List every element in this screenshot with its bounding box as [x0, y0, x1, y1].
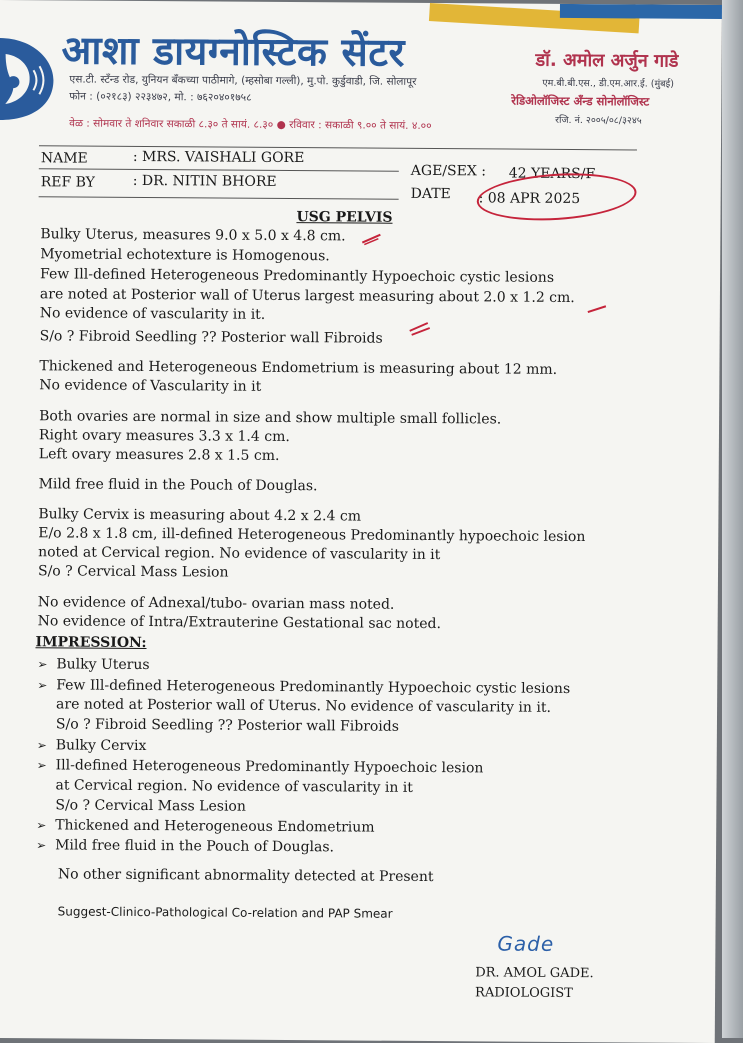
- doctor-qualification: एम.बी.बी.एस., डी.एम.आर.ई. (मुंबई): [542, 77, 674, 90]
- finding-line: No evidence of Intra/Extrauterine Gestational sac noted.: [37, 613, 442, 633]
- header-divider-top: [39, 145, 637, 150]
- patient-name-value: : MRS. VAISHALI GORE: [132, 148, 305, 167]
- impression-line: Mild free fluid in the Pouch of Douglas.: [55, 837, 335, 856]
- bullet-arrow-icon: ➢: [36, 738, 47, 753]
- impression-line: S/o ? Fibroid Seedling ?? Posterior wall Fibroids: [55, 716, 400, 735]
- report-title: USG PELVIS: [296, 209, 393, 226]
- clinic-name: आशा डायग्नोस्टिक सेंटर: [61, 28, 406, 76]
- finding-line: Myometrial echotexture is Homogenous.: [40, 246, 330, 265]
- radiologist-name: DR. AMOL GADE.: [475, 965, 594, 982]
- impression-line: Ill-defined Heterogeneous Predominantly Hypoechoic lesion: [55, 757, 484, 777]
- bullet-arrow-icon: ➢: [36, 818, 47, 833]
- finding-line: are noted at Posterior wall of Uterus largest measuring about 2.0 x 1.2 cm.: [39, 286, 575, 307]
- date-label: DATE: [410, 185, 451, 203]
- bullet-arrow-icon: ➢: [37, 678, 48, 693]
- radiologist-title: RADIOLOGIST: [475, 985, 573, 1002]
- finding-line: Right ovary measures 3.3 x 1.4 cm.: [38, 427, 290, 446]
- age-sex-label: AGE/SEX :: [410, 162, 487, 180]
- ref-by-value: : DR. NITIN BHORE: [132, 172, 277, 190]
- impression-line: Few Ill-defined Heterogeneous Predominantly Hypoechoic cystic lesions: [56, 677, 571, 697]
- finding-line: No evidence of vascularity in it.: [39, 305, 266, 323]
- date-pen-circle: [475, 169, 638, 225]
- pen-tick-mark: [408, 321, 432, 337]
- clinic-logo-icon: [0, 30, 56, 122]
- letterhead-accent-blue: [560, 4, 722, 19]
- pen-tick-mark: [360, 231, 382, 247]
- header-divider-bottom: [39, 196, 399, 200]
- finding-line: Bulky Cervix is measuring about 4.2 x 2.4 cm: [38, 506, 362, 525]
- finding-line: Bulky Uterus, measures 9.0 x 5.0 x 4.8 cm.: [40, 226, 346, 245]
- suggestion-text: Suggest-Clinico-Pathological Co-relation and PAP Smear: [57, 904, 393, 921]
- finding-line: S/o ? Cervical Mass Lesion: [37, 563, 229, 581]
- finding-line: S/o ? Fibroid Seedling ?? Posterior wall Fibroids: [39, 328, 383, 347]
- impression-line: S/o ? Cervical Mass Lesion: [55, 797, 246, 815]
- clinic-phone: फोन : (०२१८३) २२३४७२, मो. : ७६२०४०१७५८: [69, 90, 252, 104]
- finding-line: Few Ill-defined Heterogeneous Predominantly Hypoechoic cystic lesions: [40, 266, 555, 286]
- impression-line: Bulky Cervix: [55, 737, 147, 755]
- impression-line: Bulky Uterus: [56, 656, 150, 674]
- impression-heading: IMPRESSION:: [35, 634, 147, 652]
- finding-line: E/o 2.8 x 1.8 cm, ill-defined Heterogeneous Predominantly hypoechoic lesion: [38, 525, 586, 546]
- finding-line: No evidence of Vascularity in it: [39, 377, 262, 395]
- finding-line: Left ovary measures 2.8 x 1.5 cm.: [38, 446, 280, 464]
- impression-line: Thickened and Heterogeneous Endometrium: [55, 817, 375, 836]
- impression-line: at Cervical region. No evidence of vascularity in it: [55, 777, 413, 796]
- finding-line: No evidence of Adnexal/tubo- ovarian mass noted.: [37, 594, 395, 613]
- clinic-timing: वेळ : सोमवार ते शनिवार सकाळी ८.३० ते सायं. ८.३० ● रविवार : सकाळी ९.०० ते सायं. ४.००: [69, 117, 432, 133]
- patient-name-label: NAME: [40, 150, 88, 167]
- pen-tick-mark: [586, 302, 608, 316]
- finding-line: Mild free fluid in the Pouch of Douglas.: [38, 476, 318, 495]
- age-sex-value: 42 YEARS/F: [508, 165, 596, 183]
- handwritten-signature: Gade: [497, 931, 555, 956]
- doctor-role: रेडिओलॉजिस्ट अँन्ड सोनोलॉजिस्ट: [511, 93, 650, 109]
- ref-by-label: REF BY: [40, 174, 96, 191]
- doctor-name: डॉ. अमोल अर्जुन गाडे: [535, 49, 679, 72]
- bullet-arrow-icon: ➢: [36, 758, 47, 773]
- impression-line: are noted at Posterior wall of Uterus. No evidence of vascularity in it.: [56, 696, 552, 716]
- table-background: [722, 0, 743, 1038]
- bullet-arrow-icon: ➢: [36, 838, 47, 853]
- finding-line: noted at Cervical region. No evidence of vascularity in it: [38, 544, 441, 564]
- doctor-registration: रजि. नं. २००५/०८/३२४५: [555, 114, 642, 127]
- date-value: : 08 APR 2025: [478, 190, 581, 208]
- clinic-address: एस.टी. स्टँन्ड रोड, युनियन बँकच्या पाठीमागे, (म्हसोबा गल्ली), मु.पो. कुर्डुवाडी, जि. सोलापूर: [69, 73, 417, 88]
- no-other-abnormality: No other significant abnormality detected at Present: [57, 866, 434, 886]
- header-divider-mid: [39, 168, 399, 172]
- finding-line: Thickened and Heterogeneous Endometrium is measuring about 12 mm.: [39, 358, 558, 378]
- bullet-arrow-icon: ➢: [37, 657, 48, 672]
- finding-line: Both ovaries are normal in size and show multiple small follicles.: [39, 408, 502, 428]
